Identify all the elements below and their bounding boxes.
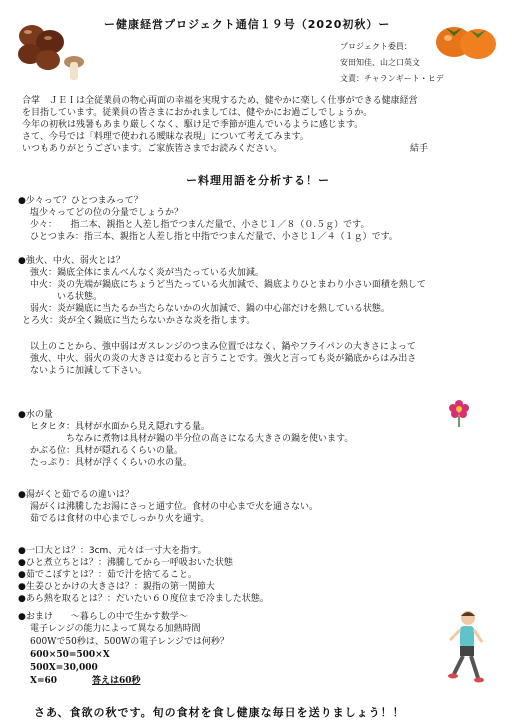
heat-note: 以上のことから、強中弱はガスレンジのつまみ位置ではなく、鍋やフライパンの大きさによって <box>30 342 416 352</box>
pinch-heading: ● 少々って？ひとつまみって？ <box>18 196 143 207</box>
heat-note: ないように加減して下さい。 <box>30 366 148 376</box>
newsletter-title: ー健康経営プロジェクト通信１９号（2020初秋）ー <box>104 18 391 31</box>
misc-item: ● 生姜ひとかけの大きさは？：親指の第一関節大 <box>18 582 215 593</box>
misc-item: ● 茹でこぼすとは？：茹で汁を捨てること。 <box>18 570 197 581</box>
committee-members: 安田知佳、山之口英文 <box>340 58 420 67</box>
heat-row: 中火：炎の先端が鍋底にちょうど当たっている火加減で、鍋底よりひとまわり小さい面積を熱して <box>30 280 426 290</box>
pinch-question: 塩少々ってどの位の分量でしょうか？ <box>30 208 184 218</box>
heat-row: とろ火：炎が全く鍋底に当たらないかさな炎を指します。 <box>22 316 256 326</box>
water-row: ちなみに煮物は具材が鍋の半分位の高さになる大きさの鍋を使います。 <box>30 434 354 444</box>
intro-line: 合掌 ＪＥＩは全従業員の物心両面の幸福を実現するため、健やかに楽しく仕事ができる健康経営 <box>22 96 418 106</box>
heat-row: いる状態。 <box>30 292 103 302</box>
misc-item: ● ひと煮立ちとは？：沸騰してから一呼吸おいた状態 <box>18 558 233 569</box>
pinch-row: 少々： 指二本、親指と人差し指でつまんだ量で、小さじ１／８（０.５ｇ）です。 <box>30 220 370 230</box>
heat-row: 強火：鍋底全体にまんべんなく炎が当たっている火加減。 <box>30 268 264 278</box>
section-title: ー料理用語を分析する！ー <box>186 174 330 187</box>
misc-item: ● あら熱を取るとは？：だいたい６０度位まで冷ました状態。 <box>18 594 269 605</box>
heat-heading: ● 強火、中火、弱火とは？ <box>18 256 125 267</box>
runner-illustration <box>446 608 486 686</box>
water-row: たっぷり：具材が浮くくらいの水の量。 <box>30 458 193 468</box>
author: 文責：チャランギート・ヒデ <box>340 74 444 83</box>
misc-item: ● 一口大とは？：3cm、元々は一寸大を指す。 <box>18 546 207 557</box>
bonus-answer: 答えは60秒 <box>92 676 141 686</box>
boil-row: 湯がくは沸騰したお湯にさっと通す位。食材の中心まで火を通さない。 <box>30 502 319 512</box>
intro-line: 今年の初秋は残暑もあまり厳しくなく、駆け足で季節が進んでいるように感じます。 <box>22 120 364 130</box>
water-row: ヒタヒタ：具材が水面から見え隠れする量。 <box>30 422 211 432</box>
committee-label: プロジェクト委員： <box>340 42 412 51</box>
intro-line: を目指しています。従業員の皆さまにおかれましては、健やかにお過ごしでしょうか。 <box>22 108 373 118</box>
boil-row: 茹でるは食材の中心までしっかり火を通す。 <box>30 514 210 524</box>
intro-line: さて、今号では「料理で使われる曖昧な表現」について考えてみます。 <box>22 132 309 142</box>
water-heading: ● 水の量 <box>18 410 53 421</box>
mushroom-illustration <box>64 56 84 80</box>
closing-word: 結手 <box>410 144 429 154</box>
bonus-calc-line: X=60 <box>30 676 58 686</box>
pinch-row: ひとつまみ：指三本、親指と人差し指と中指でつまんだ量で、小さじ１／４（１ｇ）です。 <box>30 232 398 242</box>
flower-icon <box>446 398 472 428</box>
bonus-question: 600Wで50秒は、500Wの電子レンジでは何秒？ <box>30 637 229 647</box>
bonus-calc-line: 500X=30,000 <box>30 663 98 673</box>
bonus-heading: ● おまけ ～暮らしの中で生かす数学～ <box>18 612 188 623</box>
chestnut-illustration <box>14 22 86 84</box>
intro-line: いつもありがとうございます。ご家族皆さまでお読みください。 <box>22 144 283 154</box>
heat-note: 強火、中火、弱火の炎の大きさは変わると言うことです。強火と言っても炎が鍋底からはみ出さ <box>30 354 417 364</box>
bonus-subheading: 電子レンジの能力によって異なる加熱時間 <box>30 624 201 634</box>
persimmon-illustration <box>432 14 500 64</box>
boil-heading: ● 湯がくと茹でるの違いは？ <box>18 490 134 501</box>
heat-row: 弱火：炎が鍋底に当たるか当たらないかの火加減で、鍋の中心部だけを熱している状態。 <box>30 304 390 314</box>
bonus-calc-line: 600×50=500×X <box>30 650 110 660</box>
closing-message: さあ、食欲の秋です。旬の食材を食し健康な毎日を送りましょう！！ <box>34 706 405 719</box>
water-row: かぶる位：具材が隠れるくらいの量。 <box>30 446 184 456</box>
